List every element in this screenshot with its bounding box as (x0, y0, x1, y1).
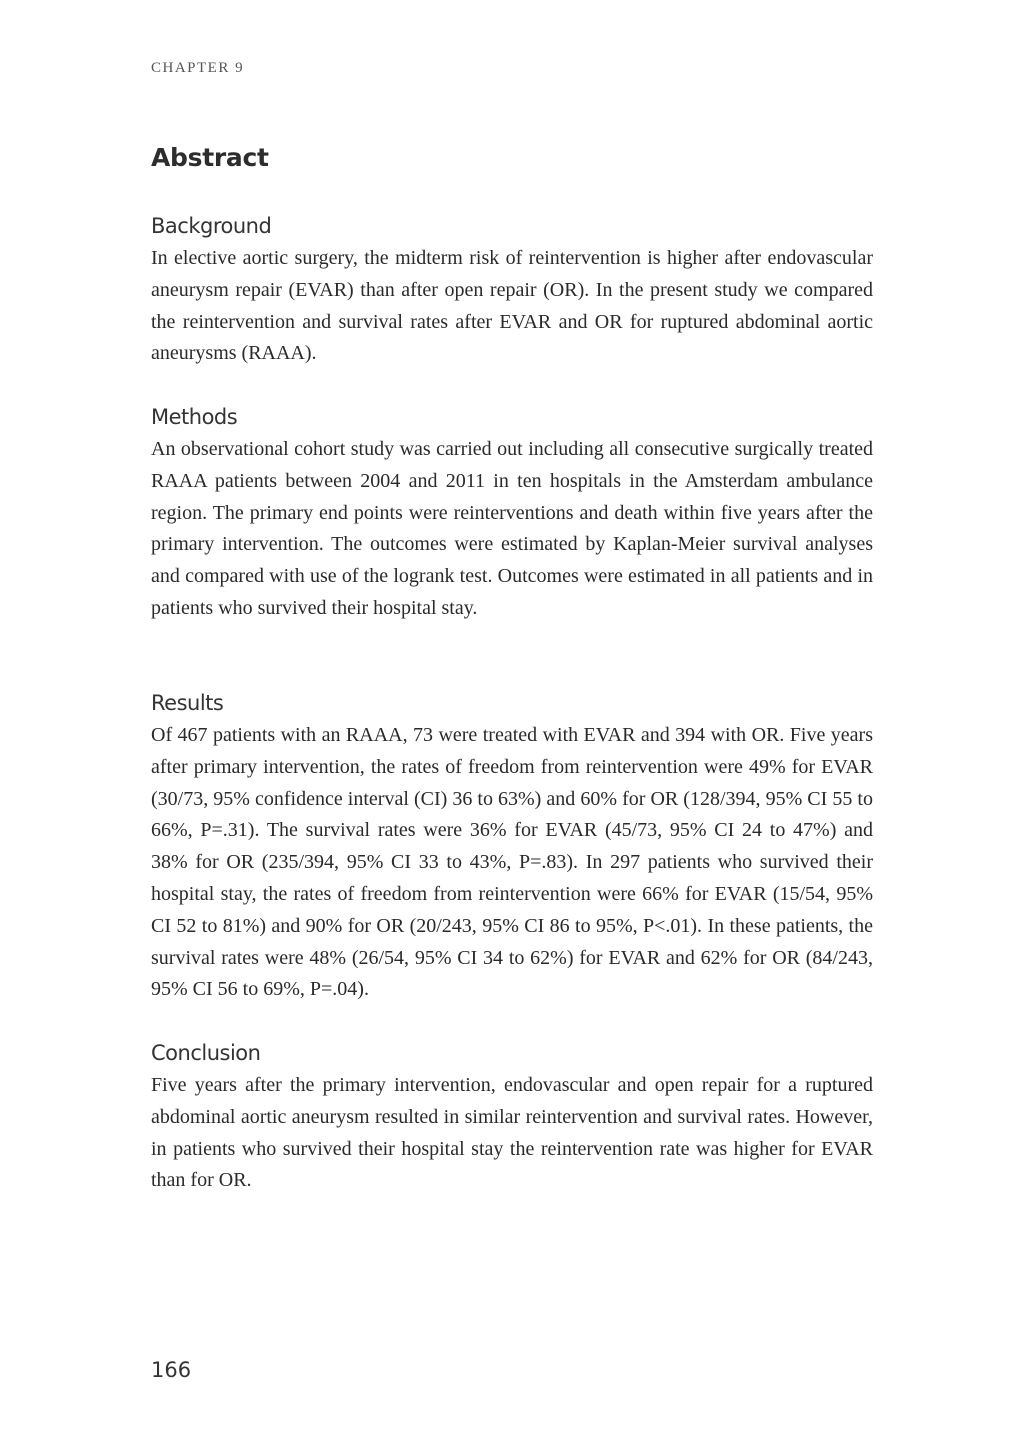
section-results (151, 689, 873, 1006)
section-text-methods: An observational cohort study was carried out including all consecutive surgically treated RAAA patients between 2004 and 2011 in ten hospitals in the Amsterdam ambulance region. The primary end points were reinterventions and death within five years after the primary intervention. The outcomes were estimated by Kaplan-Meier survival analyses and compared with use of the logrank test. Outcomes were estimated in all patients and in patients who survived their hospital stay. (151, 438, 873, 619)
section-conclusion (151, 1039, 873, 1197)
chapter-label: CHAPTER 9 (151, 60, 245, 76)
section-text-conclusion: Five years after the primary intervention, endovascular and open repair for a ruptured abdominal aortic aneurysm resulted in similar reintervention and survival rates. However, in patients who survived their hospital stay the reintervention rate was higher for EVAR than for OR. (151, 1074, 873, 1192)
section-text-results: Of 467 patients with an RAAA, 73 were treated with EVAR and 394 with OR. Five years after primary intervention, the rates of freedom from reintervention were 49% for EVAR (30/73, 95% confidence interval (CI) 36 to 63%) and 60% for OR (128/394, 95% CI 55 to 66%, P=.31). The survival rates were 36% for EVAR (45/73, 95% CI 24 to 47%) and 38% for OR (235/394, 95% CI 33 to 43%, P=.83). In 297 patients who survived their hospital stay, the rates of freedom from reintervention were 66% for EVAR (15/54, 95% CI 52 to 81%) and 90% for OR (20/243, 95% CI 86 to 95%, P<.01). In these patients, the survival rates were 48% (26/54, 95% CI 34 to 62%) for EVAR and 62% for OR (84/243, 95% CI 56 to 69%, P=.04). (151, 724, 873, 1001)
section-heading-methods: Methods (151, 405, 238, 429)
section-background (151, 212, 873, 370)
abstract-title: Abstract (151, 143, 269, 172)
section-text-background: In elective aortic surgery, the midterm risk of reintervention is higher after endovascular aneurysm repair (EVAR) than after open repair (OR). In the present study we compared the reintervention and survival rates after EVAR and OR for ruptured abdominal aortic aneurysms (RAAA). (151, 247, 873, 365)
section-heading-results: Results (151, 691, 224, 715)
page-number: 166 (151, 1358, 192, 1382)
section-heading-conclusion: Conclusion (151, 1041, 261, 1065)
document-page (151, 0, 873, 1440)
section-methods (151, 403, 873, 625)
section-heading-background: Background (151, 214, 272, 238)
